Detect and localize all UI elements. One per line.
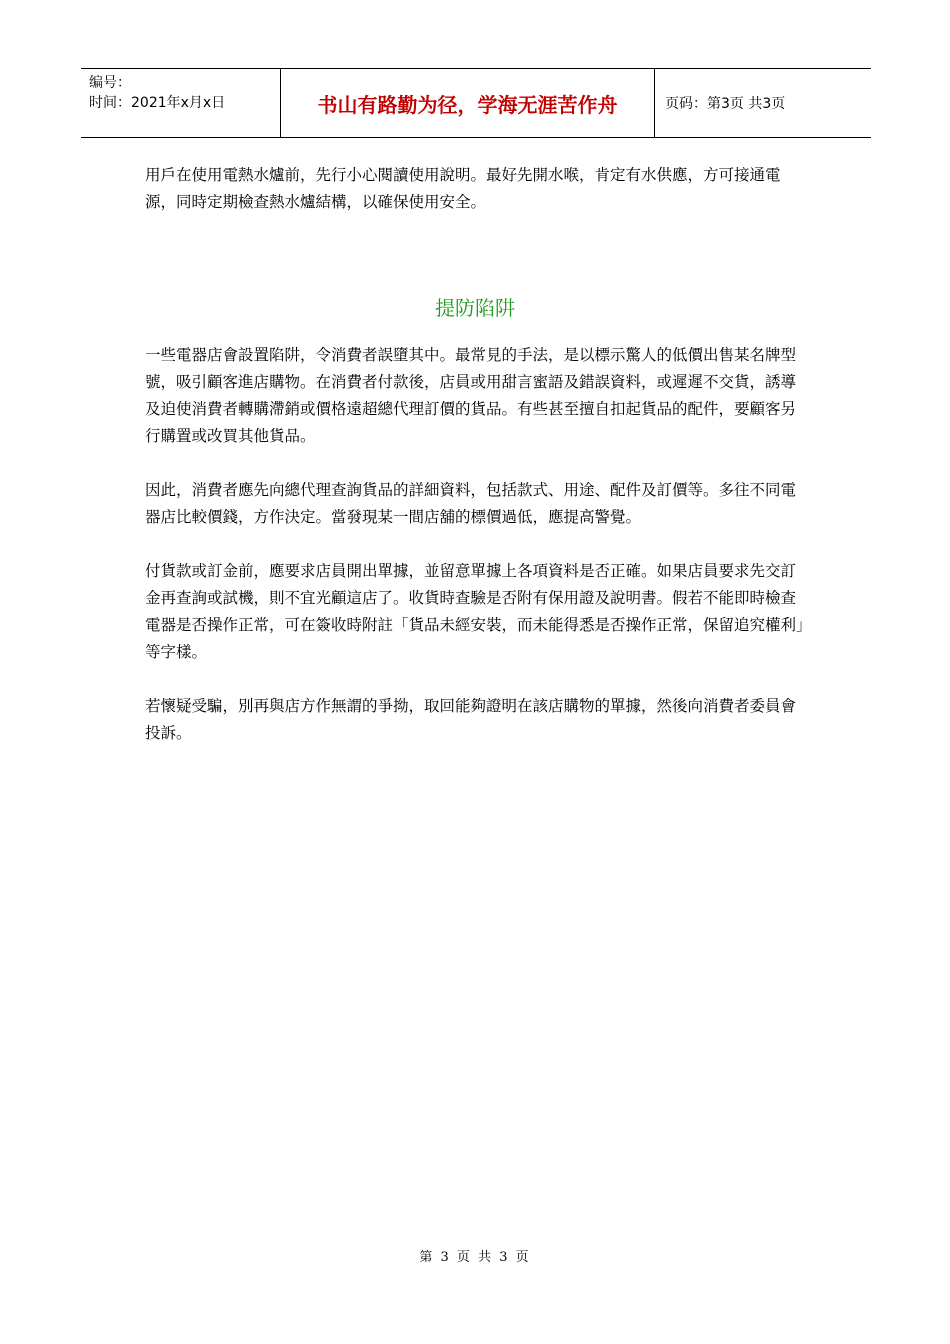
- header-page-info: 页码：第3页 共3页: [665, 96, 786, 112]
- section-body: [145, 342, 805, 774]
- header-motto: 书山有路勤为径，学海无涯苦作舟: [281, 69, 655, 137]
- intro-paragraph: 用戶在使用電熱水爐前，先行小心閱讀使用說明。最好先開水喉，肯定有水供應，方可接通電源，同時定期檢查熱水爐結構，以確保使用安全。: [145, 166, 781, 211]
- section-paragraph: 付貨款或訂金前，應要求店員開出單據，並留意單據上各項資料是否正確。如果店員要求先交訂金再查詢或試機，則不宜光顧這店了。收貨時查驗是否附有保用證及說明書。假若不能即時檢查電器是否操作正常，可在簽收時附註「貨品未經安裝，而未能得悉是否操作正常，保留追究權利」等字樣。: [145, 562, 804, 661]
- section-title: 提防陷阱: [435, 296, 515, 320]
- section-paragraph: 一些電器店會設置陷阱，令消費者誤墮其中。最常見的手法，是以標示驚人的低價出售某名牌型號，吸引顧客進店購物。在消費者付款後，店員或用甜言蜜語及錯誤資料，或遲遲不交貨，誘導及迫使消費者轉購滯銷或價格遠超總代理訂價的貨品。有些甚至擅自扣起貨品的配件，要顧客另行購置或改買其他貨品。: [145, 346, 797, 445]
- intro-block: [145, 162, 805, 243]
- time-label: 时间：2021年x月x日: [89, 95, 226, 111]
- header-meta: [81, 69, 281, 137]
- document-header: [81, 68, 871, 138]
- number-label: 编号：: [89, 75, 131, 91]
- section-paragraph: 因此，消費者應先向總代理查詢貨品的詳細資料，包括款式、用途、配件及訂價等。多往不同電器店比較價錢，方作決定。當發現某一間店舖的標價過低，應提高警覺。: [145, 481, 797, 526]
- page-footer: 第 3 页 共 3 页: [419, 1250, 531, 1265]
- section-paragraph: 若懷疑受騙，別再與店方作無謂的爭拗，取回能夠證明在該店購物的單據，然後向消費者委員會投訴。: [145, 697, 797, 742]
